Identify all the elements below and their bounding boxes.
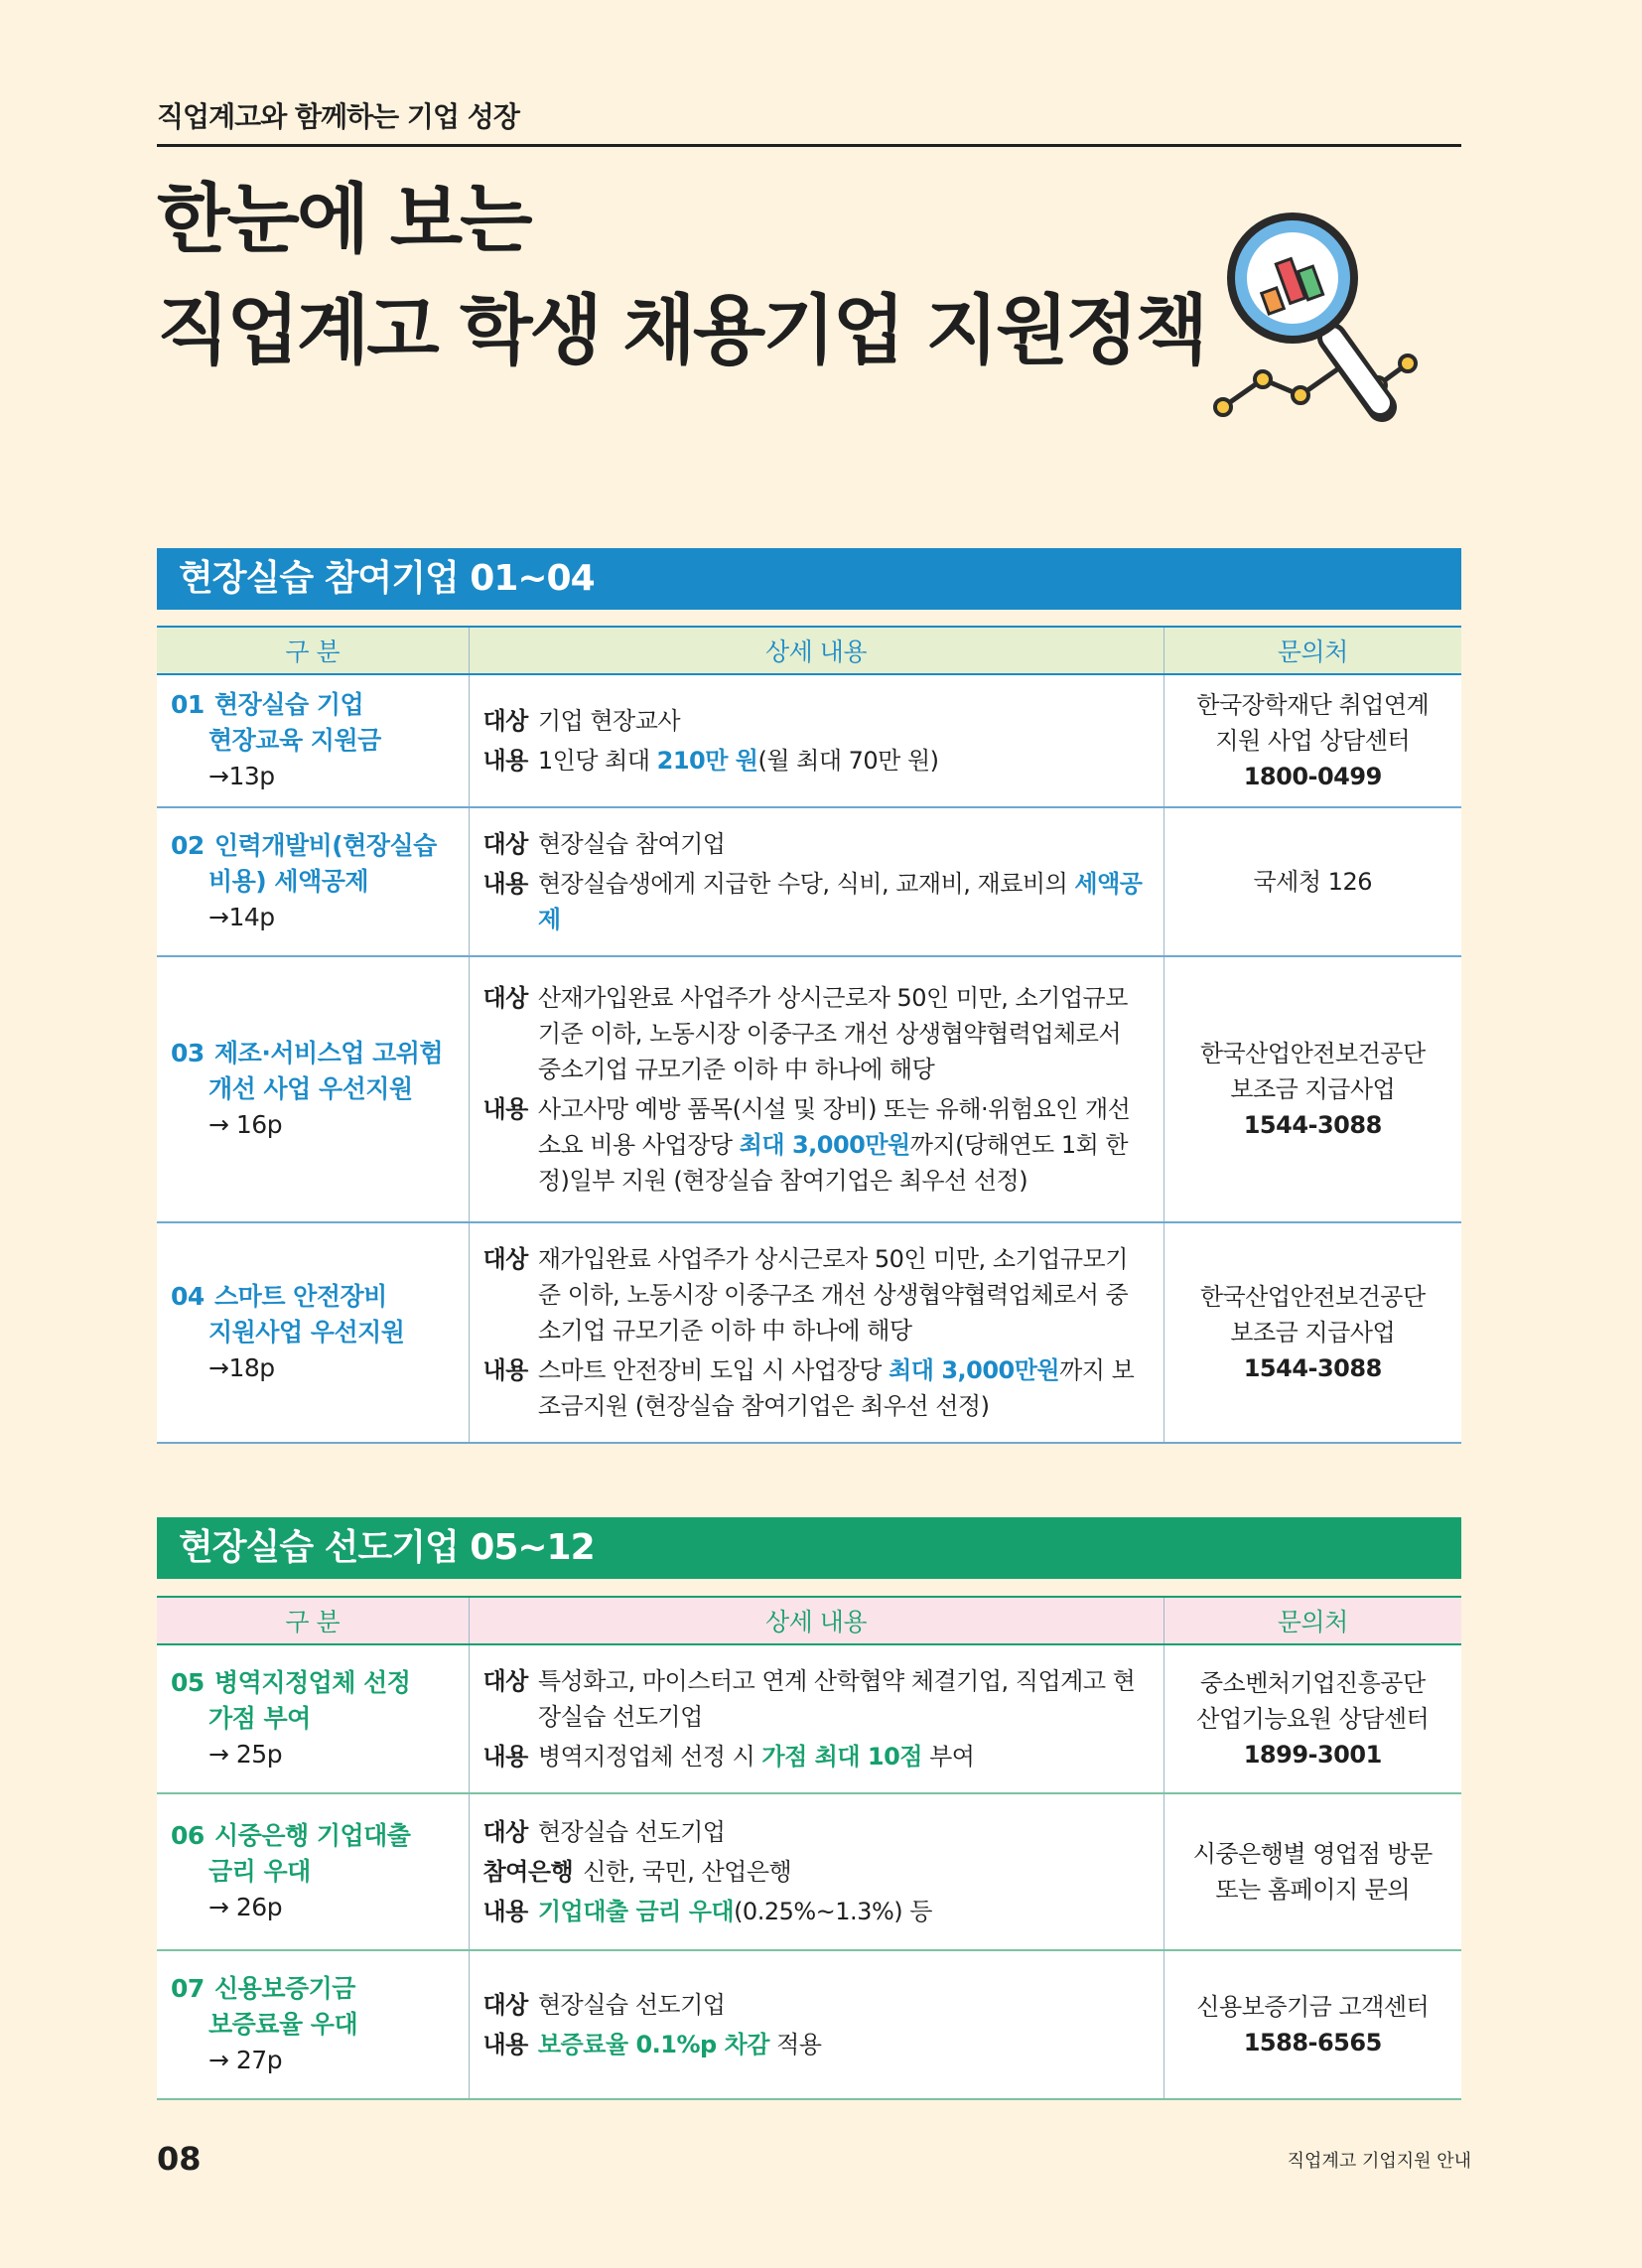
contact-line1: 한국산업안전보건공단 [1199, 1283, 1426, 1311]
detail-key: 대상 [482, 1991, 528, 2019]
detail-value: 사고사망 예방 품목(시설 및 장비) 또는 유해·위험요인 개선 소요 비용 사업장당 최대 3,000만원까지(당해연도 1회 한정)일부 지원 (현장실습 참여기업은 최우선 선정) [537, 1095, 1131, 1195]
policy-number: 02 [171, 831, 205, 860]
policy-detail [469, 1222, 1163, 1443]
col-header-category: 구 분 [157, 627, 469, 674]
policy-contact [1163, 1793, 1461, 1950]
contact-line1: 한국장학재단 취업연계 [1196, 691, 1430, 719]
policy-number: 07 [171, 1974, 205, 2003]
col-header-category: 구 분 [157, 1597, 469, 1644]
policy-name-line2: 보증료율 우대 [208, 2010, 358, 2039]
footer-doc-title: 직업계고 기업지원 안내 [1287, 2151, 1471, 2172]
policy-name-line1: 제조·서비스업 고위험 [214, 1039, 444, 1067]
detail-key: 내용 [482, 1898, 528, 1925]
page-reference: → 16p [208, 1110, 283, 1139]
contact-line1: 한국산업안전보건공단 [1199, 1040, 1426, 1067]
detail-value: 현장실습 선도기업 [537, 1818, 726, 1846]
policy-number: 03 [171, 1039, 205, 1067]
policy-contact [1163, 674, 1461, 807]
detail-key: 대상 [482, 984, 528, 1012]
policy-number: 04 [171, 1282, 205, 1311]
detail-value: 신한, 국민, 산업은행 [583, 1858, 792, 1886]
policy-number: 06 [171, 1821, 205, 1850]
contact-line2: 보조금 지급사업 [1230, 1075, 1396, 1103]
table-row [157, 1222, 1461, 1443]
table-row [157, 956, 1461, 1222]
col-header-contact: 문의처 [1163, 1597, 1461, 1644]
policy-contact [1163, 1644, 1461, 1793]
highlight-text: 세액공제 [537, 870, 1143, 933]
contact-line2: 보조금 지급사업 [1230, 1319, 1396, 1347]
contact-phone: 1800-0499 [1243, 763, 1382, 790]
policy-name-line1: 신용보증기금 [214, 1974, 355, 2003]
detail-key: 내용 [482, 2031, 528, 2058]
policy-name-line2: 지원사업 우선지원 [208, 1318, 405, 1347]
contact-phone: 1544-3088 [1243, 1354, 1382, 1382]
table-row [157, 674, 1461, 807]
col-header-detail: 상세 내용 [469, 627, 1163, 674]
policy-number: 05 [171, 1668, 205, 1697]
contact-line1: 중소벤처기업진흥공단 [1199, 1669, 1426, 1697]
policy-name-line2: 금리 우대 [208, 1857, 311, 1886]
contact-line1: 신용보증기금 고객센터 [1196, 1993, 1430, 2021]
contact-line2: 또는 홈페이지 문의 [1215, 1876, 1411, 1904]
table-row [157, 807, 1461, 956]
page-number: 08 [157, 2140, 202, 2178]
highlight-text: 보증료율 0.1%p 차감 [537, 2031, 769, 2058]
policy-contact [1163, 956, 1461, 1222]
detail-value: 현장실습 선도기업 [537, 1991, 726, 2019]
policy-name-line1: 시중은행 기업대출 [214, 1821, 411, 1850]
policy-name-line1: 인력개발비(현장실습 [214, 831, 437, 860]
policy-contact [1163, 1950, 1461, 2099]
policy-detail [469, 1950, 1163, 2099]
contact-phone: 1899-3001 [1243, 1741, 1382, 1769]
policy-name [157, 807, 469, 956]
section2-band: 현장실습 선도기업 05~12 [157, 1517, 1461, 1579]
page-title-line2: 직업계고 학생 채용기업 지원정책 [157, 286, 1206, 374]
page-reference: → 27p [208, 2046, 283, 2074]
table-row [157, 1950, 1461, 2099]
policy-detail [469, 807, 1163, 956]
contact-phone: 1544-3088 [1243, 1111, 1382, 1139]
contact-line2: 산업기능요원 상담센터 [1196, 1705, 1430, 1733]
page-reference: →14p [208, 903, 275, 931]
policy-name [157, 956, 469, 1222]
detail-value: 재가입완료 사업주가 상시근로자 50인 미만, 소기업규모기준 이하, 노동시장 이중구조 개선 상생협약협력업체로서 중소기업 규모기준 이하 中 하나에 해당 [537, 1245, 1129, 1345]
col-header-detail: 상세 내용 [469, 1597, 1163, 1644]
section1-table [157, 626, 1461, 1444]
page-title [157, 164, 1205, 386]
detail-key: 내용 [482, 1095, 528, 1123]
policy-detail [469, 674, 1163, 807]
policy-name-line2: 현장교육 지원금 [208, 726, 381, 755]
detail-value: 산재가입완료 사업주가 상시근로자 50인 미만, 소기업규모기준 이하, 노동시장 이중구조 개선 상생협약협력업체로서 중소기업 규모기준 이하 中 하나에 해당 [537, 984, 1128, 1083]
contact-line2: 지원 사업 상담센터 [1215, 727, 1411, 755]
header-rule [157, 144, 1461, 147]
detail-key: 내용 [482, 747, 528, 775]
section-label: 직업계고와 함께하는 기업 성장 [157, 100, 519, 133]
policy-number: 01 [171, 690, 205, 719]
detail-value: 기업 현장교사 [537, 707, 681, 735]
table-row [157, 1793, 1461, 1950]
highlight-text: 최대 3,000만원 [739, 1131, 910, 1159]
highlight-text: 210만 원 [656, 747, 758, 775]
policy-name-line1: 스마트 안전장비 [214, 1282, 387, 1311]
policy-name-line1: 현장실습 기업 [214, 690, 364, 719]
page-title-line1: 한눈에 보는 [157, 175, 530, 263]
col-header-contact: 문의처 [1163, 627, 1461, 674]
policy-name-line2: 가점 부여 [208, 1704, 311, 1733]
highlight-text: 최대 3,000만원 [889, 1356, 1060, 1384]
page-reference: → 25p [208, 1740, 283, 1769]
policy-contact [1163, 1222, 1461, 1443]
policy-name [157, 674, 469, 807]
contact-line1: 시중은행별 영업점 방문 [1192, 1840, 1433, 1868]
contact-phone: 1588-6565 [1243, 2029, 1382, 2056]
detail-value: 특성화고, 마이스터고 연계 산학협약 체결기업, 직업계고 현장실습 선도기업 [537, 1667, 1136, 1731]
highlight-text: 가점 최대 10점 [761, 1743, 922, 1771]
detail-value: 병역지정업체 선정 시 가점 최대 10점 부여 [537, 1743, 975, 1771]
policy-name [157, 1644, 469, 1793]
detail-value: 기업대출 금리 우대(0.25%~1.3%) 등 [537, 1898, 932, 1925]
page-reference: → 26p [208, 1893, 283, 1921]
detail-key: 참여은행 [482, 1858, 574, 1886]
policy-name [157, 1950, 469, 2099]
detail-value: 현장실습생에게 지급한 수당, 식비, 교재비, 재료비의 세액공제 [537, 870, 1143, 933]
policy-detail [469, 1793, 1163, 1950]
policy-name-line2: 개선 사업 우선지원 [208, 1074, 413, 1103]
detail-value: 1인당 최대 210만 원(월 최대 70만 원) [537, 747, 939, 775]
section1-band: 현장실습 참여기업 01~04 [157, 548, 1461, 610]
detail-key: 내용 [482, 1356, 528, 1384]
policy-name-line2: 비용) 세액공제 [208, 867, 369, 896]
contact-line1: 국세청 126 [1253, 868, 1372, 896]
table-header-row [157, 1597, 1461, 1644]
policy-contact [1163, 807, 1461, 956]
detail-key: 대상 [482, 1667, 528, 1695]
detail-key: 내용 [482, 870, 528, 898]
magnifier-chart-icon [1213, 209, 1432, 427]
detail-key: 대상 [482, 830, 528, 858]
detail-value: 스마트 안전장비 도입 시 사업장당 최대 3,000만원까지 보조금지원 (현장실습 참여기업은 최우선 선정) [537, 1356, 1135, 1420]
page-reference: →18p [208, 1353, 275, 1382]
detail-value: 현장실습 참여기업 [537, 830, 726, 858]
policy-detail [469, 1644, 1163, 1793]
section2-table [157, 1596, 1461, 2100]
detail-value: 보증료율 0.1%p 차감 적용 [537, 2031, 822, 2058]
table-row [157, 1644, 1461, 1793]
detail-key: 대상 [482, 707, 528, 735]
policy-name-line1: 병역지정업체 선정 [214, 1668, 411, 1697]
highlight-text: 기업대출 금리 우대 [537, 1898, 735, 1925]
detail-key: 대상 [482, 1818, 528, 1846]
policy-detail [469, 956, 1163, 1222]
detail-key: 대상 [482, 1245, 528, 1273]
page-reference: →13p [208, 762, 275, 790]
detail-key: 내용 [482, 1743, 528, 1771]
policy-name [157, 1793, 469, 1950]
table-header-row [157, 627, 1461, 674]
policy-name [157, 1222, 469, 1443]
